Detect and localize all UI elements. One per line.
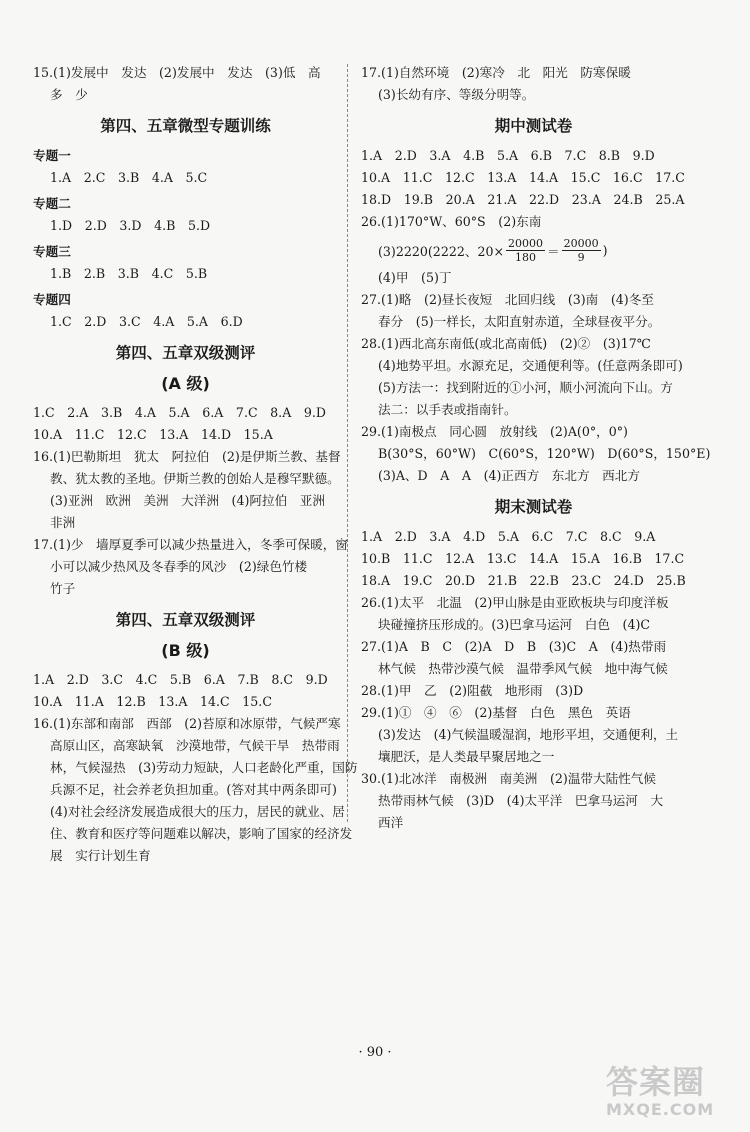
answer-line: 29.(1)① ④ ⑥ (2)基督 白色 黑色 英语: [361, 705, 631, 720]
answer-line: 10.A 11.C 12.C 13.A 14.D 15.A: [33, 427, 273, 442]
answer-line: 林，气候湿热 (3)劳动力短缺，人口老龄化严重，国防: [50, 760, 358, 775]
answer-line: 17.(1)自然环境 (2)寒冷 北 阳光 防寒保暖: [361, 65, 631, 80]
answer-line: (4)甲 (5)丁: [378, 270, 452, 285]
left-column: [33, 62, 358, 867]
section-title-final: 期末测试卷: [494, 498, 573, 516]
topic-label: 专题一: [33, 148, 71, 163]
topic-label: 专题二: [33, 196, 71, 211]
answer-line: 29.(1)南极点 同心圆 放射线 (2)A(0°，0°): [361, 424, 628, 439]
answer-line: 小可以减少热风及冬春季的风沙 (2)绿色竹楼: [50, 559, 308, 574]
answer-line: 1.A 2.C 3.B 4.A 5.C: [50, 170, 208, 185]
fraction: [562, 237, 601, 264]
formula-line: [361, 233, 706, 267]
watermark-logo: [606, 1064, 738, 1126]
fraction: [506, 237, 545, 264]
right-column: [361, 62, 711, 834]
answer-line: 1.A 2.D 3.A 4.D 5.A 6.C 7.C 8.C 9.A: [361, 529, 656, 544]
answer-line: (4)对社会经济发展造成很大的压力，居民的就业、居: [50, 804, 345, 819]
answer-line: (5)方法一：找到附近的①小河，顺小河流向下山。方: [378, 380, 673, 395]
section-level-a: (A 级): [161, 374, 210, 393]
answer-line: 壤肥沃，是人类最早聚居地之一: [378, 749, 555, 764]
answer-line: 1.C 2.A 3.B 4.A 5.A 6.A 7.C 8.A 9.D: [33, 405, 326, 420]
answer-line: 18.D 19.B 20.A 21.A 22.D 23.A 24.B 25.A: [361, 192, 685, 207]
answer-line: 教、犹太教的圣地。伊斯兰教的创始人是穆罕默德。: [50, 471, 340, 486]
answer-line: 1.B 2.B 3.B 4.C 5.B: [50, 266, 208, 281]
answer-line: 法二：以手表或指南针。: [378, 402, 517, 417]
answer-line: 30.(1)北冰洋 南极洲 南美洲 (2)温带大陆性气候: [361, 771, 656, 786]
answer-line: 展 实行计划生育: [50, 848, 151, 863]
answer-line: (4)地势平坦。水源充足，交通便利等。(任意两条即可): [378, 358, 683, 373]
section-title-test-a: 第四、五章双级测评: [115, 344, 256, 362]
answer-line: (3)A、D A A (4)正西方 东北方 西北方: [378, 468, 640, 483]
answer-line: 28.(1)西北高东南低(或北高南低) (2)② (3)17℃: [361, 336, 651, 351]
formula-prefix: (3)2220(2222、20×: [378, 243, 505, 259]
answer-line: 多 少: [50, 87, 88, 102]
answer-line: 17.(1)少 墙厚夏季可以减少热量进入，冬季可保暖，窗: [33, 537, 348, 552]
answer-line: 10.B 11.C 12.A 13.C 14.A 15.A 16.B 17.C: [361, 551, 685, 566]
answer-line: 18.A 19.C 20.D 21.B 22.B 23.C 24.D 25.B: [361, 573, 686, 588]
answer-line: 1.C 2.D 3.C 4.A 5.A 6.D: [50, 314, 243, 329]
answer-line: 春分 (5)一样长，太阳直射赤道，全球昼夜平分。: [378, 314, 661, 329]
fraction-denominator: 9: [577, 250, 585, 264]
answer-line: 块碰撞挤压形成的。(3)巴拿马运河 白色 (4)C: [378, 617, 651, 632]
answer-line: 27.(1)略 (2)昼长夜短 北回归线 (3)南 (4)冬至: [361, 292, 654, 307]
answer-line: 26.(1)太平 北温 (2)甲山脉是由亚欧板块与印度洋板: [361, 595, 669, 610]
answer-line: 林气候 热带沙漠气候 温带季风气候 地中海气候: [378, 661, 668, 676]
answer-line: 1.D 2.D 3.D 4.B 5.D: [50, 218, 211, 233]
answer-line: B(30°S，60°W) C(60°S，120°W) D(60°S，150°E): [378, 446, 711, 461]
answer-line: 兵源不足，社会养老负担加重。(答对其中两条即可): [50, 782, 337, 797]
column-divider: [347, 64, 348, 822]
answer-line: 非洲: [50, 515, 76, 530]
answer-line: 16.(1)东部和南部 西部 (2)苔原和冰原带，气候严寒: [33, 716, 341, 731]
formula-suffix: ): [602, 242, 608, 258]
answer-line: 热带雨林气候 (3)D (4)太平洋 巴拿马运河 大: [378, 793, 664, 808]
answer-line: 15.(1)发展中 发达 (2)发展中 发达 (3)低 高: [33, 65, 321, 80]
section-title-test-b: 第四、五章双级测评: [115, 611, 256, 629]
answer-line: 西洋: [378, 815, 404, 830]
answer-line: 26.(1)170°W、60°S (2)东南: [361, 214, 542, 229]
answer-line: 28.(1)甲 乙 (2)阻截 地形雨 (3)D: [361, 683, 584, 698]
section-title-midterm: 期中测试卷: [494, 117, 573, 135]
topic-label: 专题三: [33, 244, 71, 259]
answer-line: (3)亚洲 欧洲 美洲 大洋洲 (4)阿拉伯 亚洲: [50, 493, 325, 508]
fraction-denominator: 180: [515, 250, 537, 264]
topic-label: 专题四: [33, 292, 71, 307]
answer-line: 高原山区，高寒缺氧 沙漠地带，气候干旱 热带雨: [50, 738, 340, 753]
answer-line: 住、教育和医疗等问题难以解决，影响了国家的经济发: [50, 826, 353, 841]
answer-line: 1.A 2.D 3.C 4.C 5.B 6.A 7.B 8.C 9.D: [33, 672, 328, 687]
answer-line: 竹子: [50, 581, 76, 596]
section-title-micro: 第四、五章微型专题训练: [100, 117, 271, 135]
watermark-url: MXQE.COM: [606, 1100, 715, 1119]
answer-line: 1.A 2.D 3.A 4.B 5.A 6.B 7.C 8.B 9.D: [361, 148, 655, 163]
page-number: · 90 ·: [358, 1045, 392, 1060]
fraction-numerator: 20000: [563, 236, 599, 250]
answer-line: 10.A 11.C 12.C 13.A 14.A 15.C 16.C 17.C: [361, 170, 685, 185]
section-level-b: (B 级): [161, 641, 210, 660]
answer-line: 10.A 11.A 12.B 13.A 14.C 15.C: [33, 694, 272, 709]
equals-sign: ＝: [547, 243, 560, 259]
answer-line: (3)发达 (4)气候温暖湿润，地形平坦，交通便利，土: [378, 727, 679, 742]
fraction-numerator: 20000: [508, 236, 544, 250]
watermark-text: 答案圈: [606, 1063, 706, 1101]
answer-line: 16.(1)巴勒斯坦 犹太 阿拉伯 (2)是伊斯兰教、基督: [33, 449, 341, 464]
answer-line: (3)长幼有序、等级分明等。: [378, 87, 535, 102]
answer-line: 27.(1)A B C (2)A D B (3)C A (4)热带雨: [361, 639, 667, 654]
